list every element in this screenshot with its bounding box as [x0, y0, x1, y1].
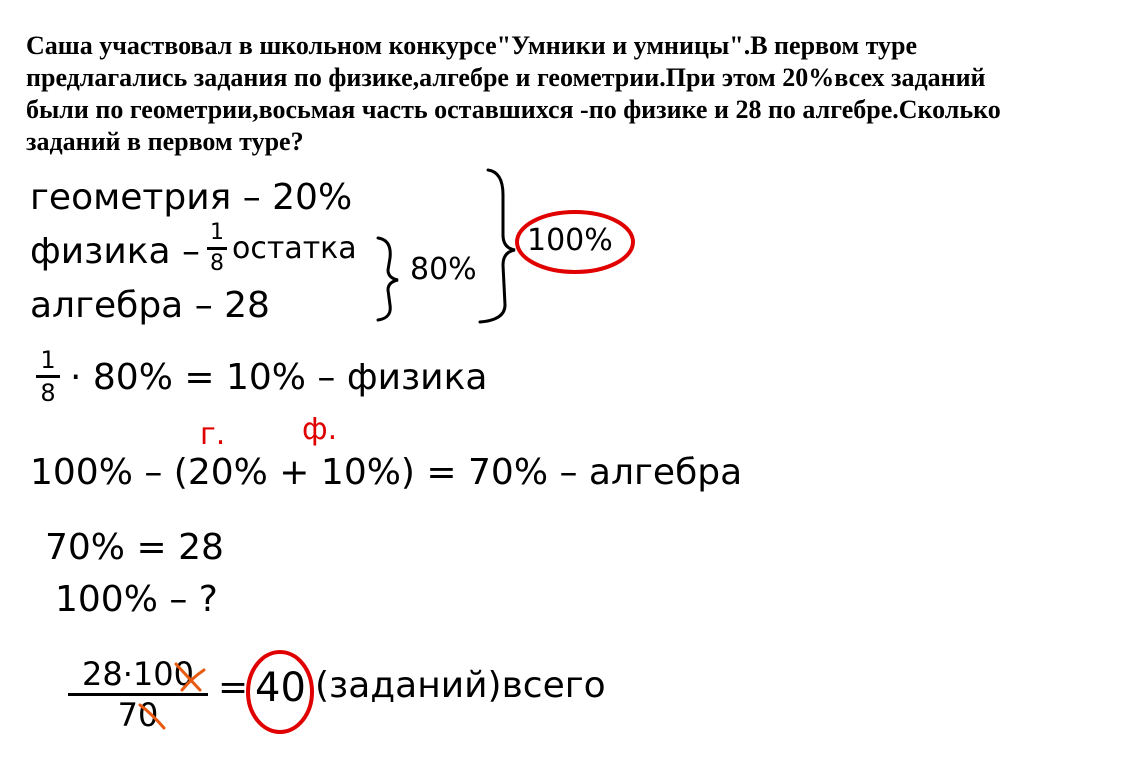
problem-line: были по геометрии,восьмая часть оставшихся -по физике и 28 по алгебре.Сколько — [26, 95, 1001, 124]
problem-line: Саша участвовал в школьном конкурсе"Умники и умницы".В первом туре — [26, 31, 918, 60]
step2-text: 100% – (20% + 10%) = 70% – алгебра — [30, 452, 743, 493]
outer-brace — [480, 170, 515, 322]
step4-equals: = — [218, 667, 249, 708]
given-physics-rest: остатка — [232, 231, 357, 266]
problem-line: предлагались задания по физике,алгебре и геометрии.При этом 20%всех заданий — [26, 63, 986, 92]
given-geometry: геометрия – 20% — [30, 177, 353, 218]
inner-total: 80% — [410, 252, 477, 287]
fraction-numerator: 1 — [40, 346, 56, 374]
fraction-denominator: 8 — [210, 251, 224, 276]
fraction-numerator: 28·100 — [82, 655, 194, 693]
inner-brace — [378, 238, 398, 320]
answer-value: 40 — [255, 665, 306, 711]
fraction-numerator: 1 — [210, 220, 224, 245]
cancel-mark-denominator — [140, 705, 164, 728]
step3-line2: 100% – ? — [55, 579, 218, 620]
outer-total-circle — [517, 212, 633, 272]
cancel-mark-numerator — [176, 664, 204, 690]
fraction-denominator: 8 — [40, 379, 56, 407]
given-physics-label: физика – — [30, 231, 200, 272]
mark-geometry: г. — [200, 417, 226, 452]
answer-circle — [248, 652, 312, 732]
answer-tail: (заданий)всего — [315, 665, 606, 706]
fraction-denominator: 70 — [117, 696, 159, 734]
mark-physics: ф. — [302, 412, 338, 447]
step1-text: · 80% = 10% – физика — [70, 357, 488, 398]
outer-total: 100% — [527, 223, 613, 258]
problem-line: заданий в первом туре? — [26, 127, 304, 156]
given-algebra: алгебра – 28 — [30, 285, 270, 326]
step3-line1: 70% = 28 — [45, 527, 224, 568]
